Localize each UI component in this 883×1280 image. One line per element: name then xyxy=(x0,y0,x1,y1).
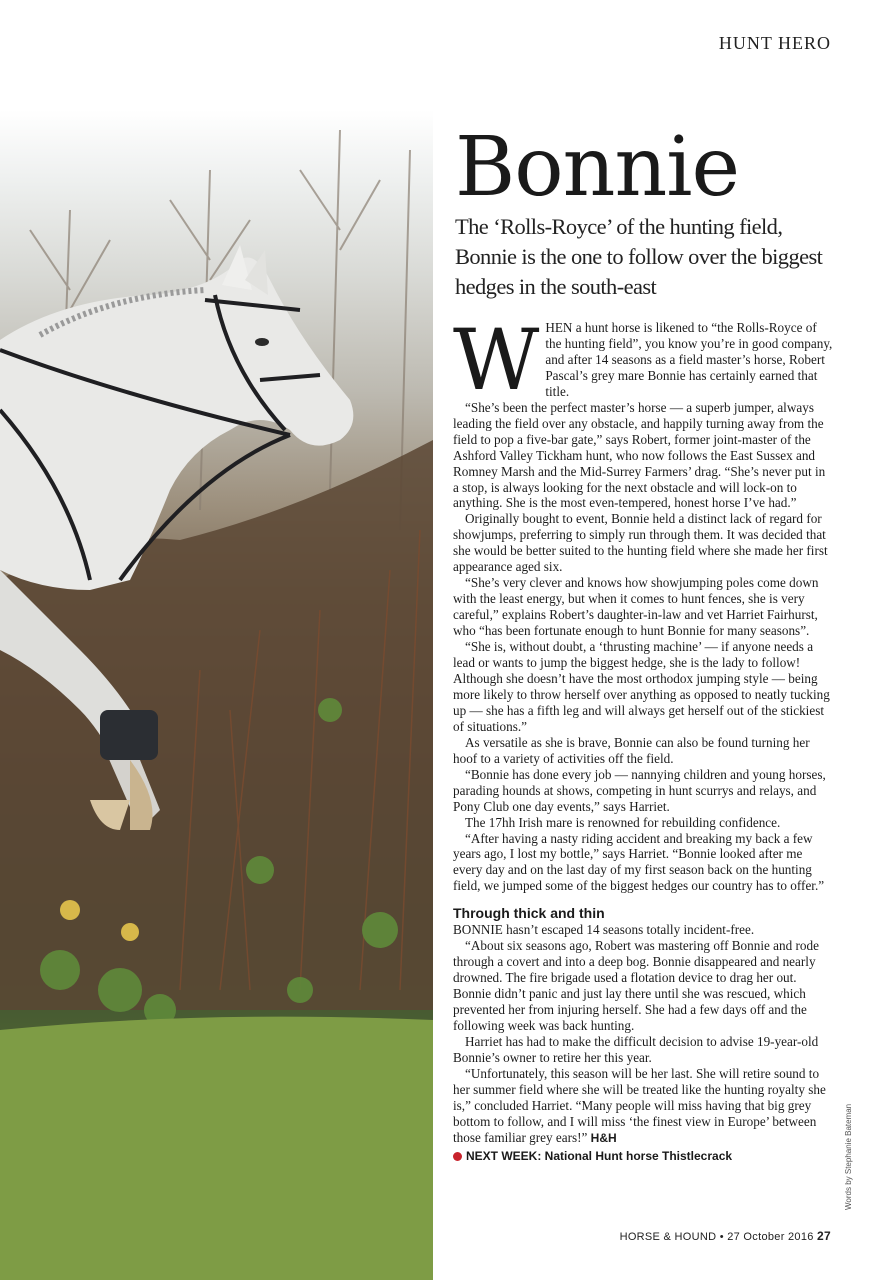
article-title: Bonnie xyxy=(455,120,740,215)
grey-horse-jumping-hedge-photo xyxy=(0,110,433,1280)
page-number: 27 xyxy=(817,1229,831,1243)
photo-illustration xyxy=(0,110,433,1280)
paragraph-5: “She is, without doubt, a ‘thrusting machine’ — if anyone needs a lead or wants to jump the biggest hedge, she is the lady to follow! Although she doesn’t have the most orthodox jumping style — being more likely to throw herself over anything as opposed to neatly tucking up — she has a fifth leg and will always get herself out of the stickiest of situations.” xyxy=(453,639,830,734)
paragraph-1 xyxy=(453,311,833,409)
paragraph-4: “She’s very clever and knows how showjumping poles come down with the least energy, but when it comes to hunt fences, she is very careful,” explains Robert’s daughter-in-law and vet Harriet Fairhurst, who “has been fortunate enough to hunt Bonnie for many seasons”. xyxy=(453,575,819,639)
paragraph-2: “She’s been the perfect master’s horse — a superb jumper, always leading the field over any obstacle, and happily turning away from the field to pop a five-bar gate,” says Robert, former joint-master of the Ashford Valley Tickham hunt, who now follows the East Sussex and Romney Marsh and the Mid-Surrey Farmers’ drag. “She’s never put in a stop, is always looking for the next obstacle and will lock-on to anything. She is the most even-tempered, honest horse I’ve had.” xyxy=(453,399,826,511)
paragraph-11: “About six seasons ago, Robert was mastering off Bonnie and rode through a covert and into a deep bog. Bonnie disappeared and nearly drowned. The fire brigade used a flotation device to drag her out. Bonnie didn’t panic and just lay there until she was rescued, which prevented her from injuring herself. She had a few days off and the following week was back hunting. xyxy=(453,938,819,1034)
folio-text: HORSE & HOUND • 27 October 2016 xyxy=(619,1231,814,1243)
photo-credit: Words by Stephanie Bateman xyxy=(844,1103,853,1210)
paragraph-3: Originally bought to event, Bonnie held a distinct lack of regard for showjumps, preferring to simply run through them. It was decided that she would be better suited to the hunting field where she made her first appearance aged six. xyxy=(453,511,828,575)
paragraph-9: “After having a nasty riding accident and breaking my back a few years ago, I lost my bottle,” says Harriet. “Bonnie looked after me every day and on the last day of my first season back on the hunting field, we jumped some of the biggest hedges our country has to offer.” xyxy=(453,830,825,894)
subhead: Through thick and thin xyxy=(453,905,605,922)
article-body xyxy=(453,311,833,1164)
section-tag: HUNT HERO xyxy=(718,33,831,53)
paragraph-12: Harriet has had to make the difficult decision to advise 19-year-old Bonnie’s owner to retire her this year. xyxy=(453,1033,819,1065)
next-week-text: NEXT WEEK: National Hunt horse Thistlecrack xyxy=(466,1148,733,1163)
paragraph-8: The 17hh Irish mare is renowned for rebuilding confidence. xyxy=(465,814,781,830)
folio xyxy=(620,1229,831,1243)
paragraph-1-text: HEN a hunt horse is likened to “the Rolls-Royce of the hunting field”, you know you’re in good company, and after 14 seasons as a field master’s horse, Robert Pascal’s grey mare Bonnie has certainly earned that title. xyxy=(545,320,833,399)
last-paragraph-text: “Unfortunately, this season will be her last. She will retire sound to her summer field where she will be treated like the hunting royalty she is,” concluded Harriet. “Many people will miss having that big grey bottom to follow, and I will miss ‘the finest view in Europe’ between those familiar grey ears!” xyxy=(453,1065,826,1145)
signoff: H&H xyxy=(590,1130,617,1145)
bullet-dot-icon xyxy=(453,1152,462,1161)
paragraph-7: “Bonnie has done every job — nannying children and young horses, parading hounds at shows, competing in hunt scurrys and relays, and Pony Club one day events,” says Harriet. xyxy=(453,766,826,814)
next-week-teaser xyxy=(453,1148,833,1164)
paragraph-10: BONNIE hasn’t escaped 14 seasons totally incident-free. xyxy=(453,922,755,938)
drop-cap: W xyxy=(453,311,540,409)
standfirst: The ‘Rolls-Royce’ of the hunting field, Bonnie is the one to follow over the biggest hedges in the south-east xyxy=(455,214,823,299)
paragraph-6: As versatile as she is brave, Bonnie can also be found turning her hoof to a variety of activities off the field. xyxy=(453,734,810,766)
paragraph-13 xyxy=(453,1066,833,1147)
